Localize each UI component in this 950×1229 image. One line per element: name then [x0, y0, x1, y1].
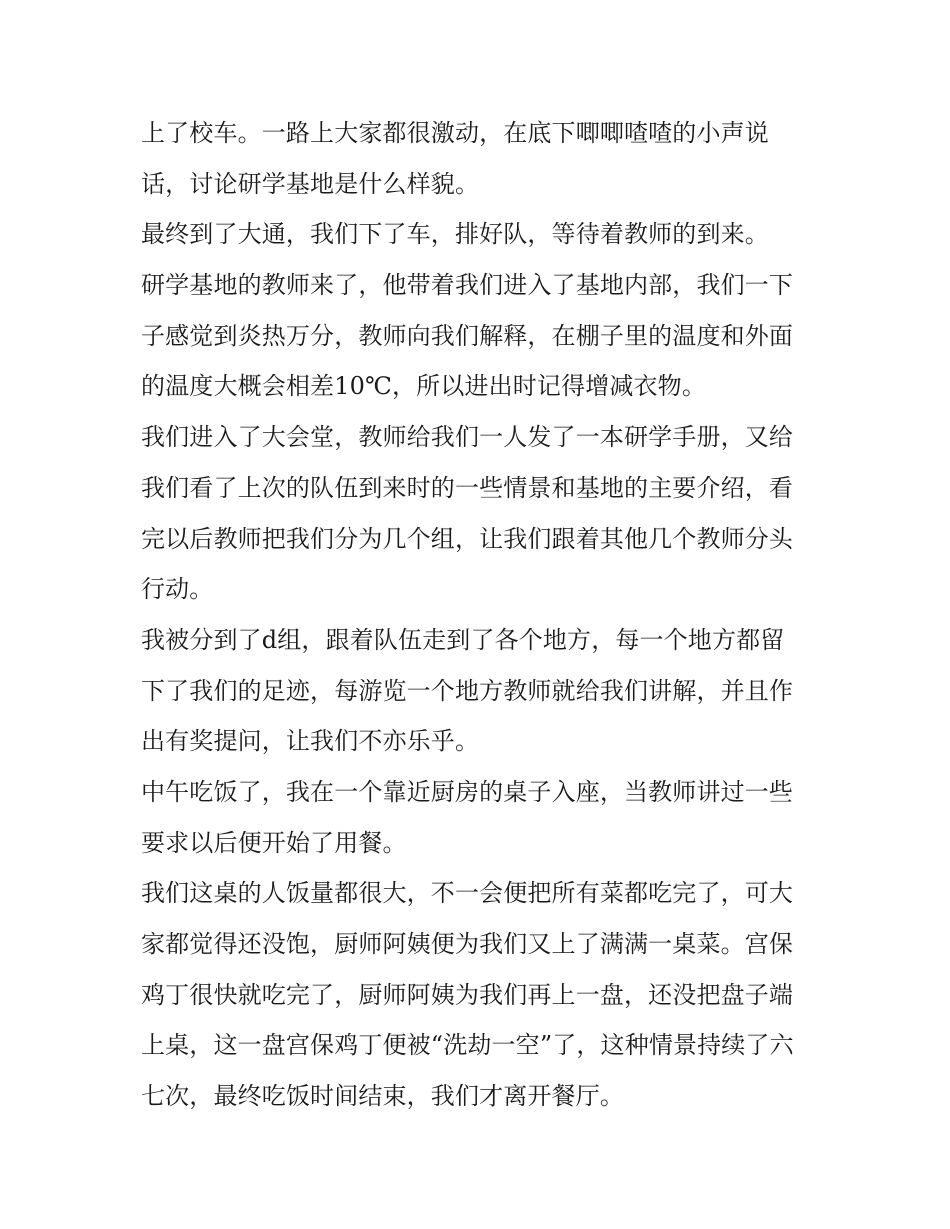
text-line: 的温度大概会相差10℃，所以进出时记得增减衣物。: [141, 372, 706, 401]
text-line: 我被分到了d组，跟着队伍走到了各个地方，每一个地方都留: [141, 625, 785, 654]
text-line: 行动。: [141, 575, 214, 604]
document-body: [141, 108, 813, 1122]
text-line: 我们看了上次的队伍到来时的一些情景和基地的主要介绍，看: [141, 473, 794, 502]
text-line: 研学基地的教师来了，他带着我们进入了基地内部，我们一下: [141, 271, 794, 300]
text-line: 七次，最终吃饭时间结束，我们才离开餐厅。: [141, 1082, 624, 1111]
text-line: 上桌，这一盘宫保鸡丁便被“洗劫一空”了，这种情景持续了六: [141, 1031, 794, 1060]
text-line: 子感觉到炎热万分，教师向我们解释，在棚子里的温度和外面: [141, 321, 794, 350]
text-line: 家都觉得还没饱，厨师阿姨便为我们又上了满满一桌菜。宫保: [141, 930, 794, 958]
text-line: 话，讨论研学基地是什么样貌。: [141, 169, 480, 198]
text-line: 我们这桌的人饭量都很大，不一会便把所有菜都吃完了，可大: [141, 879, 794, 908]
text-line: 下了我们的足迹，每游览一个地方教师就给我们讲解，并且作: [141, 676, 794, 705]
text-line: 中午吃饭了，我在一个靠近厨房的桌子入座，当教师讲过一些: [141, 777, 794, 806]
text-line: 我们进入了大会堂，教师给我们一人发了一本研学手册，又给: [141, 423, 794, 452]
text-line: 完以后教师把我们分为几个组，让我们跟着其他几个教师分头: [141, 524, 794, 553]
text-line: 最终到了大通，我们下了车，排好队，等待着教师的到来。: [141, 220, 769, 249]
text-line: 上了校车。一路上大家都很激动，在底下唧唧喳喳的小声说: [141, 119, 769, 147]
text-line: 鸡丁很快就吃完了，厨师阿姨为我们再上一盘，还没把盘子端: [141, 980, 794, 1009]
text-line: 出有奖提问，让我们不亦乐乎。: [141, 727, 480, 756]
text-line: 要求以后便开始了用餐。: [141, 828, 407, 857]
